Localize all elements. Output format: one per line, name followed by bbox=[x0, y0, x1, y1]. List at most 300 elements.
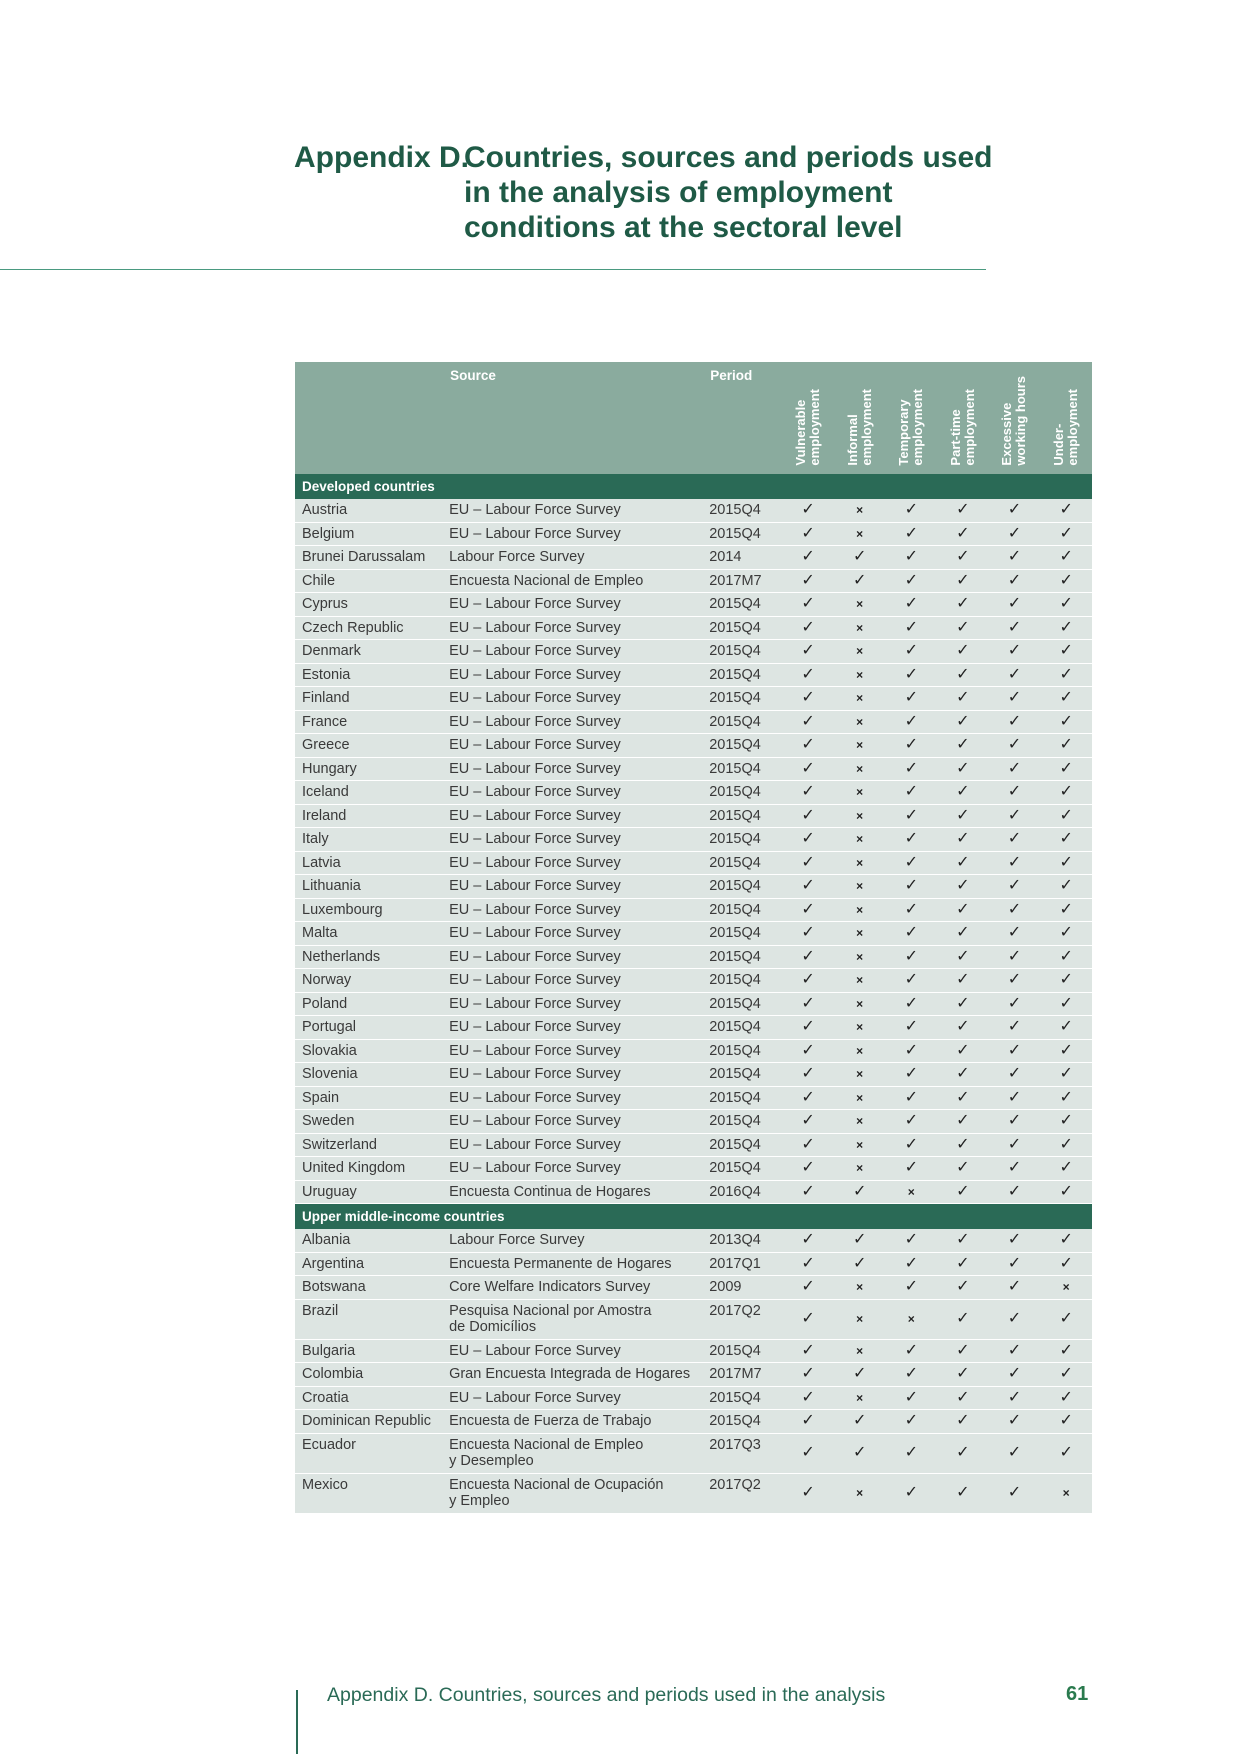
check-mark-icon: ✓ bbox=[885, 710, 937, 734]
check-mark-icon: ✓ bbox=[885, 757, 937, 781]
cross-mark-icon: × bbox=[834, 499, 886, 522]
period-cell: 2015Q4 bbox=[702, 1086, 782, 1110]
check-mark-icon: ✓ bbox=[782, 804, 834, 828]
check-mark-icon: ✓ bbox=[782, 710, 834, 734]
check-mark-icon: ✓ bbox=[782, 1157, 834, 1181]
period-cell: 2015Q4 bbox=[702, 1386, 782, 1410]
check-mark-icon: ✓ bbox=[885, 1473, 937, 1513]
check-mark-icon: ✓ bbox=[989, 593, 1041, 617]
period-cell: 2015Q4 bbox=[702, 804, 782, 828]
check-mark-icon: ✓ bbox=[937, 1110, 989, 1134]
table-row bbox=[295, 1252, 1092, 1276]
check-mark-icon: ✓ bbox=[937, 969, 989, 993]
period-cell: 2014 bbox=[702, 546, 782, 570]
cross-mark-icon: × bbox=[834, 640, 886, 664]
table-header-row bbox=[295, 362, 1092, 474]
table-row bbox=[295, 1110, 1092, 1134]
period-cell: 2015Q4 bbox=[702, 593, 782, 617]
country-cell: Switzerland bbox=[295, 1133, 442, 1157]
country-cell: Hungary bbox=[295, 757, 442, 781]
source-cell: Encuesta Nacional de Empleo y Desempleo bbox=[442, 1433, 702, 1473]
check-mark-icon: ✓ bbox=[782, 922, 834, 946]
check-mark-icon: ✓ bbox=[989, 922, 1041, 946]
check-mark-icon: ✓ bbox=[782, 1473, 834, 1513]
check-mark-icon: ✓ bbox=[989, 992, 1041, 1016]
check-mark-icon: ✓ bbox=[885, 945, 937, 969]
table-row bbox=[295, 1433, 1092, 1473]
appendix-label: Appendix D. bbox=[294, 141, 470, 174]
period-cell: 2015Q4 bbox=[702, 781, 782, 805]
period-cell: 2015Q4 bbox=[702, 1110, 782, 1134]
table-row bbox=[295, 1133, 1092, 1157]
source-cell: EU – Labour Force Survey bbox=[442, 1016, 702, 1040]
check-mark-icon: ✓ bbox=[885, 1110, 937, 1134]
check-mark-icon: ✓ bbox=[782, 1299, 834, 1339]
source-cell: EU – Labour Force Survey bbox=[442, 992, 702, 1016]
check-mark-icon: ✓ bbox=[989, 1180, 1041, 1204]
country-cell: Greece bbox=[295, 734, 442, 758]
country-cell: Portugal bbox=[295, 1016, 442, 1040]
check-mark-icon: ✓ bbox=[937, 898, 989, 922]
cross-mark-icon: × bbox=[834, 710, 886, 734]
check-mark-icon: ✓ bbox=[782, 875, 834, 899]
check-mark-icon: ✓ bbox=[782, 522, 834, 546]
check-mark-icon: ✓ bbox=[989, 1133, 1041, 1157]
check-mark-icon: ✓ bbox=[1040, 922, 1092, 946]
check-mark-icon: ✓ bbox=[989, 1063, 1041, 1087]
period-cell: 2017M7 bbox=[702, 1363, 782, 1387]
country-cell: Ecuador bbox=[295, 1433, 442, 1473]
country-cell: Luxembourg bbox=[295, 898, 442, 922]
table-row bbox=[295, 1157, 1092, 1181]
check-mark-icon: ✓ bbox=[885, 851, 937, 875]
source-cell: EU – Labour Force Survey bbox=[442, 757, 702, 781]
check-mark-icon: ✓ bbox=[885, 663, 937, 687]
footer-running-title: Appendix D. Countries, sources and periods used in the analysis bbox=[327, 1684, 886, 1706]
period-cell: 2015Q4 bbox=[702, 969, 782, 993]
table-row bbox=[295, 1180, 1092, 1204]
check-mark-icon: ✓ bbox=[885, 734, 937, 758]
period-cell: 2017Q3 bbox=[702, 1433, 782, 1473]
table-row bbox=[295, 1339, 1092, 1363]
check-mark-icon: ✓ bbox=[937, 640, 989, 664]
source-cell: EU – Labour Force Survey bbox=[442, 499, 702, 522]
check-mark-icon: ✓ bbox=[885, 593, 937, 617]
period-cell: 2015Q4 bbox=[702, 1157, 782, 1181]
check-mark-icon: ✓ bbox=[937, 804, 989, 828]
source-cell: EU – Labour Force Survey bbox=[442, 945, 702, 969]
header-country bbox=[295, 362, 442, 474]
check-mark-icon: ✓ bbox=[1040, 663, 1092, 687]
source-cell: Pesquisa Nacional por Amostra de Domicílios bbox=[442, 1299, 702, 1339]
table-row bbox=[295, 922, 1092, 946]
check-mark-icon: ✓ bbox=[989, 1252, 1041, 1276]
check-mark-icon: ✓ bbox=[1040, 1229, 1092, 1252]
period-cell: 2015Q4 bbox=[702, 734, 782, 758]
table-row bbox=[295, 781, 1092, 805]
check-mark-icon: ✓ bbox=[937, 1299, 989, 1339]
check-mark-icon: ✓ bbox=[1040, 945, 1092, 969]
period-cell: 2015Q4 bbox=[702, 922, 782, 946]
cross-mark-icon: × bbox=[834, 922, 886, 946]
period-cell: 2015Q4 bbox=[702, 851, 782, 875]
country-cell: Brazil bbox=[295, 1299, 442, 1339]
source-cell: Encuesta Permanente de Hogares bbox=[442, 1252, 702, 1276]
check-mark-icon: ✓ bbox=[989, 1276, 1041, 1300]
check-mark-icon: ✓ bbox=[885, 687, 937, 711]
period-cell: 2015Q4 bbox=[702, 522, 782, 546]
table-row bbox=[295, 1063, 1092, 1087]
check-mark-icon: ✓ bbox=[885, 616, 937, 640]
header-period: Period bbox=[702, 362, 782, 474]
check-mark-icon: ✓ bbox=[937, 1063, 989, 1087]
country-cell: Slovakia bbox=[295, 1039, 442, 1063]
check-mark-icon: ✓ bbox=[782, 734, 834, 758]
check-mark-icon: ✓ bbox=[885, 569, 937, 593]
check-mark-icon: ✓ bbox=[937, 781, 989, 805]
source-cell: EU – Labour Force Survey bbox=[442, 663, 702, 687]
check-mark-icon: ✓ bbox=[937, 1433, 989, 1473]
check-mark-icon: ✓ bbox=[782, 1339, 834, 1363]
check-mark-icon: ✓ bbox=[885, 992, 937, 1016]
table-row bbox=[295, 710, 1092, 734]
check-mark-icon: ✓ bbox=[989, 499, 1041, 522]
table-row bbox=[295, 593, 1092, 617]
source-cell: EU – Labour Force Survey bbox=[442, 710, 702, 734]
period-cell: 2015Q4 bbox=[702, 875, 782, 899]
check-mark-icon: ✓ bbox=[937, 734, 989, 758]
countries-table bbox=[295, 362, 1092, 1514]
period-cell: 2017Q2 bbox=[702, 1299, 782, 1339]
check-mark-icon: ✓ bbox=[834, 1252, 886, 1276]
check-mark-icon: ✓ bbox=[937, 851, 989, 875]
section-title: Developed countries bbox=[295, 474, 1092, 499]
check-mark-icon: ✓ bbox=[782, 1133, 834, 1157]
cross-mark-icon: × bbox=[834, 1339, 886, 1363]
check-mark-icon: ✓ bbox=[885, 1386, 937, 1410]
check-mark-icon: ✓ bbox=[885, 1363, 937, 1387]
source-cell: Gran Encuesta Integrada de Hogares bbox=[442, 1363, 702, 1387]
check-mark-icon: ✓ bbox=[782, 969, 834, 993]
check-mark-icon: ✓ bbox=[989, 1473, 1041, 1513]
check-mark-icon: ✓ bbox=[1040, 828, 1092, 852]
section-header-row bbox=[295, 474, 1092, 499]
cross-mark-icon: × bbox=[885, 1180, 937, 1204]
check-mark-icon: ✓ bbox=[989, 640, 1041, 664]
check-mark-icon: ✓ bbox=[885, 1252, 937, 1276]
country-cell: Dominican Republic bbox=[295, 1410, 442, 1434]
country-cell: Colombia bbox=[295, 1363, 442, 1387]
check-mark-icon: ✓ bbox=[989, 1339, 1041, 1363]
check-mark-icon: ✓ bbox=[937, 1386, 989, 1410]
check-mark-icon: ✓ bbox=[937, 922, 989, 946]
check-mark-icon: ✓ bbox=[834, 1229, 886, 1252]
period-cell: 2017Q1 bbox=[702, 1252, 782, 1276]
check-mark-icon: ✓ bbox=[885, 1016, 937, 1040]
check-mark-icon: ✓ bbox=[937, 1016, 989, 1040]
source-cell: EU – Labour Force Survey bbox=[442, 616, 702, 640]
check-mark-icon: ✓ bbox=[885, 1433, 937, 1473]
cross-mark-icon: × bbox=[834, 828, 886, 852]
cross-mark-icon: × bbox=[834, 875, 886, 899]
check-mark-icon: ✓ bbox=[989, 1363, 1041, 1387]
check-mark-icon: ✓ bbox=[1040, 992, 1092, 1016]
table-row bbox=[295, 1039, 1092, 1063]
source-cell: EU – Labour Force Survey bbox=[442, 1133, 702, 1157]
header-informal-employment bbox=[834, 362, 886, 474]
source-cell: EU – Labour Force Survey bbox=[442, 969, 702, 993]
check-mark-icon: ✓ bbox=[989, 522, 1041, 546]
check-mark-icon: ✓ bbox=[885, 969, 937, 993]
header-label: Informal employment bbox=[844, 389, 874, 466]
period-cell: 2015Q4 bbox=[702, 1016, 782, 1040]
table-row bbox=[295, 1086, 1092, 1110]
country-cell: Spain bbox=[295, 1086, 442, 1110]
check-mark-icon: ✓ bbox=[1040, 1039, 1092, 1063]
country-cell: Ireland bbox=[295, 804, 442, 828]
cross-mark-icon: × bbox=[834, 616, 886, 640]
source-cell: EU – Labour Force Survey bbox=[442, 1339, 702, 1363]
check-mark-icon: ✓ bbox=[989, 546, 1041, 570]
check-mark-icon: ✓ bbox=[937, 546, 989, 570]
cross-mark-icon: × bbox=[834, 1157, 886, 1181]
check-mark-icon: ✓ bbox=[1040, 1133, 1092, 1157]
check-mark-icon: ✓ bbox=[989, 945, 1041, 969]
check-mark-icon: ✓ bbox=[1040, 1433, 1092, 1473]
check-mark-icon: ✓ bbox=[937, 945, 989, 969]
table-row bbox=[295, 663, 1092, 687]
cross-mark-icon: × bbox=[834, 945, 886, 969]
period-cell: 2015Q4 bbox=[702, 1063, 782, 1087]
header-label: Under- employment bbox=[1051, 389, 1081, 466]
check-mark-icon: ✓ bbox=[1040, 546, 1092, 570]
cross-mark-icon: × bbox=[885, 1299, 937, 1339]
check-mark-icon: ✓ bbox=[937, 663, 989, 687]
cross-mark-icon: × bbox=[834, 687, 886, 711]
country-cell: Botswana bbox=[295, 1276, 442, 1300]
cross-mark-icon: × bbox=[834, 1063, 886, 1087]
section-header-row bbox=[295, 1204, 1092, 1230]
period-cell: 2015Q4 bbox=[702, 898, 782, 922]
check-mark-icon: ✓ bbox=[1040, 616, 1092, 640]
check-mark-icon: ✓ bbox=[937, 1276, 989, 1300]
period-cell: 2015Q4 bbox=[702, 640, 782, 664]
check-mark-icon: ✓ bbox=[937, 1339, 989, 1363]
check-mark-icon: ✓ bbox=[989, 804, 1041, 828]
period-cell: 2015Q4 bbox=[702, 687, 782, 711]
check-mark-icon: ✓ bbox=[989, 1039, 1041, 1063]
check-mark-icon: ✓ bbox=[937, 828, 989, 852]
check-mark-icon: ✓ bbox=[989, 875, 1041, 899]
country-cell: Denmark bbox=[295, 640, 442, 664]
check-mark-icon: ✓ bbox=[1040, 1386, 1092, 1410]
source-cell: EU – Labour Force Survey bbox=[442, 734, 702, 758]
check-mark-icon: ✓ bbox=[885, 1086, 937, 1110]
check-mark-icon: ✓ bbox=[885, 1063, 937, 1087]
period-cell: 2015Q4 bbox=[702, 757, 782, 781]
check-mark-icon: ✓ bbox=[989, 1433, 1041, 1473]
cross-mark-icon: × bbox=[834, 1386, 886, 1410]
cross-mark-icon: × bbox=[834, 522, 886, 546]
check-mark-icon: ✓ bbox=[834, 546, 886, 570]
table-row bbox=[295, 851, 1092, 875]
source-cell: Encuesta Nacional de Empleo bbox=[442, 569, 702, 593]
source-cell: Core Welfare Indicators Survey bbox=[442, 1276, 702, 1300]
check-mark-icon: ✓ bbox=[1040, 499, 1092, 522]
check-mark-icon: ✓ bbox=[1040, 522, 1092, 546]
country-cell: Mexico bbox=[295, 1473, 442, 1513]
check-mark-icon: ✓ bbox=[937, 499, 989, 522]
period-cell: 2015Q4 bbox=[702, 616, 782, 640]
check-mark-icon: ✓ bbox=[989, 710, 1041, 734]
header-temporary-employment bbox=[885, 362, 937, 474]
check-mark-icon: ✓ bbox=[782, 1063, 834, 1087]
check-mark-icon: ✓ bbox=[937, 569, 989, 593]
country-cell: Chile bbox=[295, 569, 442, 593]
cross-mark-icon: × bbox=[834, 1473, 886, 1513]
check-mark-icon: ✓ bbox=[885, 1229, 937, 1252]
check-mark-icon: ✓ bbox=[1040, 569, 1092, 593]
check-mark-icon: ✓ bbox=[834, 1433, 886, 1473]
country-cell: Sweden bbox=[295, 1110, 442, 1134]
check-mark-icon: ✓ bbox=[782, 1276, 834, 1300]
check-mark-icon: ✓ bbox=[989, 1299, 1041, 1339]
check-mark-icon: ✓ bbox=[937, 1157, 989, 1181]
source-cell: EU – Labour Force Survey bbox=[442, 1063, 702, 1087]
cross-mark-icon: × bbox=[1040, 1276, 1092, 1300]
check-mark-icon: ✓ bbox=[1040, 969, 1092, 993]
check-mark-icon: ✓ bbox=[834, 1410, 886, 1434]
source-cell: EU – Labour Force Survey bbox=[442, 1086, 702, 1110]
check-mark-icon: ✓ bbox=[885, 1276, 937, 1300]
check-mark-icon: ✓ bbox=[937, 1180, 989, 1204]
source-cell: Labour Force Survey bbox=[442, 1229, 702, 1252]
check-mark-icon: ✓ bbox=[989, 757, 1041, 781]
source-cell: EU – Labour Force Survey bbox=[442, 1110, 702, 1134]
country-cell: Argentina bbox=[295, 1252, 442, 1276]
period-cell: 2015Q4 bbox=[702, 945, 782, 969]
check-mark-icon: ✓ bbox=[782, 663, 834, 687]
table-row bbox=[295, 1473, 1092, 1513]
period-cell: 2015Q4 bbox=[702, 1339, 782, 1363]
check-mark-icon: ✓ bbox=[782, 1229, 834, 1252]
table-row bbox=[295, 734, 1092, 758]
check-mark-icon: ✓ bbox=[989, 663, 1041, 687]
table-row bbox=[295, 992, 1092, 1016]
cross-mark-icon: × bbox=[834, 1133, 886, 1157]
check-mark-icon: ✓ bbox=[782, 1433, 834, 1473]
title-divider bbox=[0, 269, 986, 270]
check-mark-icon: ✓ bbox=[1040, 898, 1092, 922]
check-mark-icon: ✓ bbox=[1040, 1016, 1092, 1040]
check-mark-icon: ✓ bbox=[782, 616, 834, 640]
country-cell: Italy bbox=[295, 828, 442, 852]
check-mark-icon: ✓ bbox=[885, 898, 937, 922]
period-cell: 2015Q4 bbox=[702, 710, 782, 734]
check-mark-icon: ✓ bbox=[885, 1410, 937, 1434]
check-mark-icon: ✓ bbox=[782, 1110, 834, 1134]
check-mark-icon: ✓ bbox=[1040, 781, 1092, 805]
check-mark-icon: ✓ bbox=[782, 898, 834, 922]
table-row bbox=[295, 546, 1092, 570]
country-cell: Lithuania bbox=[295, 875, 442, 899]
source-cell: EU – Labour Force Survey bbox=[442, 828, 702, 852]
source-cell: EU – Labour Force Survey bbox=[442, 522, 702, 546]
source-cell: EU – Labour Force Survey bbox=[442, 804, 702, 828]
source-cell: EU – Labour Force Survey bbox=[442, 1157, 702, 1181]
check-mark-icon: ✓ bbox=[989, 1110, 1041, 1134]
cross-mark-icon: × bbox=[834, 1086, 886, 1110]
source-cell: EU – Labour Force Survey bbox=[442, 1386, 702, 1410]
country-cell: Poland bbox=[295, 992, 442, 1016]
cross-mark-icon: × bbox=[834, 804, 886, 828]
check-mark-icon: ✓ bbox=[937, 1252, 989, 1276]
check-mark-icon: ✓ bbox=[782, 1410, 834, 1434]
check-mark-icon: ✓ bbox=[834, 1180, 886, 1204]
page-title: Countries, sources and periods used in the analysis of employment conditions at the sectoral level bbox=[464, 141, 993, 244]
period-cell: 2015Q4 bbox=[702, 1410, 782, 1434]
check-mark-icon: ✓ bbox=[782, 1039, 834, 1063]
check-mark-icon: ✓ bbox=[989, 616, 1041, 640]
table-body bbox=[295, 474, 1092, 1513]
source-cell: EU – Labour Force Survey bbox=[442, 640, 702, 664]
check-mark-icon: ✓ bbox=[989, 734, 1041, 758]
country-cell: Malta bbox=[295, 922, 442, 946]
check-mark-icon: ✓ bbox=[885, 1133, 937, 1157]
check-mark-icon: ✓ bbox=[834, 1363, 886, 1387]
check-mark-icon: ✓ bbox=[885, 1039, 937, 1063]
header-excessive-working-hours bbox=[989, 362, 1041, 474]
check-mark-icon: ✓ bbox=[989, 781, 1041, 805]
table-row bbox=[295, 522, 1092, 546]
check-mark-icon: ✓ bbox=[937, 1133, 989, 1157]
country-cell: Bulgaria bbox=[295, 1339, 442, 1363]
cross-mark-icon: × bbox=[834, 851, 886, 875]
check-mark-icon: ✓ bbox=[937, 992, 989, 1016]
check-mark-icon: ✓ bbox=[989, 1086, 1041, 1110]
cross-mark-icon: × bbox=[1040, 1473, 1092, 1513]
period-cell: 2015Q4 bbox=[702, 1133, 782, 1157]
check-mark-icon: ✓ bbox=[782, 1086, 834, 1110]
table-row bbox=[295, 1410, 1092, 1434]
check-mark-icon: ✓ bbox=[782, 945, 834, 969]
source-cell: EU – Labour Force Survey bbox=[442, 781, 702, 805]
country-cell: Brunei Darussalam bbox=[295, 546, 442, 570]
table-row bbox=[295, 1386, 1092, 1410]
check-mark-icon: ✓ bbox=[989, 1229, 1041, 1252]
period-cell: 2015Q4 bbox=[702, 1039, 782, 1063]
period-cell: 2009 bbox=[702, 1276, 782, 1300]
check-mark-icon: ✓ bbox=[1040, 593, 1092, 617]
check-mark-icon: ✓ bbox=[989, 1410, 1041, 1434]
check-mark-icon: ✓ bbox=[937, 1229, 989, 1252]
country-cell: Czech Republic bbox=[295, 616, 442, 640]
cross-mark-icon: × bbox=[834, 969, 886, 993]
check-mark-icon: ✓ bbox=[885, 804, 937, 828]
check-mark-icon: ✓ bbox=[1040, 1110, 1092, 1134]
table-row bbox=[295, 828, 1092, 852]
table-row bbox=[295, 1276, 1092, 1300]
check-mark-icon: ✓ bbox=[782, 640, 834, 664]
table-row bbox=[295, 945, 1092, 969]
check-mark-icon: ✓ bbox=[1040, 1063, 1092, 1087]
cross-mark-icon: × bbox=[834, 1110, 886, 1134]
check-mark-icon: ✓ bbox=[782, 1386, 834, 1410]
check-mark-icon: ✓ bbox=[1040, 640, 1092, 664]
check-mark-icon: ✓ bbox=[937, 1410, 989, 1434]
check-mark-icon: ✓ bbox=[937, 1039, 989, 1063]
table-row bbox=[295, 757, 1092, 781]
